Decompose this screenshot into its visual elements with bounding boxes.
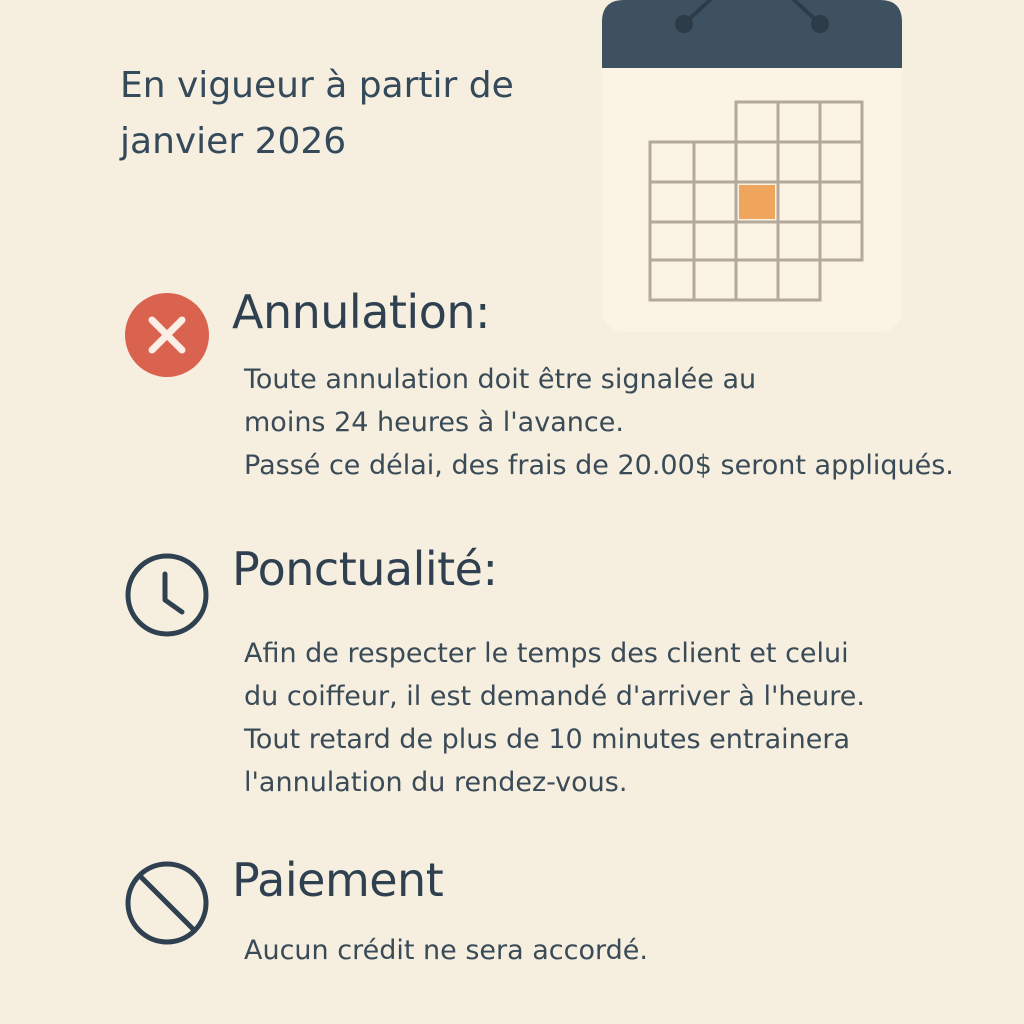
ponctualite-line-4: l'annulation du rendez-vous. [244,767,628,798]
effective-date-line-1: En vigueur à partir de [120,65,514,106]
ponctualite-line-2: du coiffeur, il est demandé d'arriver à l'heure. [244,681,865,712]
x-circle-icon [124,292,210,378]
section-title-ponctualite: Ponctualité: [232,542,498,596]
prohibited-icon [124,860,210,946]
section-body-annulation [244,358,954,487]
ponctualite-line-1: Afin de respecter le temps des client et celui [244,638,849,669]
calendar-icon [600,0,904,334]
annulation-line-2: moins 24 heures à l'avance. [244,407,624,438]
ponctualite-line-3: Tout retard de plus de 10 minutes entrainera [244,724,851,755]
section-title-annulation: Annulation: [232,285,491,339]
section-body-paiement [244,929,648,972]
paiement-line-1: Aucun crédit ne sera accordé. [244,935,648,966]
annulation-line-3: Passé ce délai, des frais de 20.00$ seront appliqués. [244,450,954,481]
annulation-line-1: Toute annulation doit être signalée au [244,364,757,395]
section-title-paiement: Paiement [232,853,444,907]
section-body-ponctualite [244,632,865,804]
clock-icon [124,552,210,638]
effective-date-heading [120,58,580,170]
effective-date-line-2: janvier 2026 [120,121,347,162]
